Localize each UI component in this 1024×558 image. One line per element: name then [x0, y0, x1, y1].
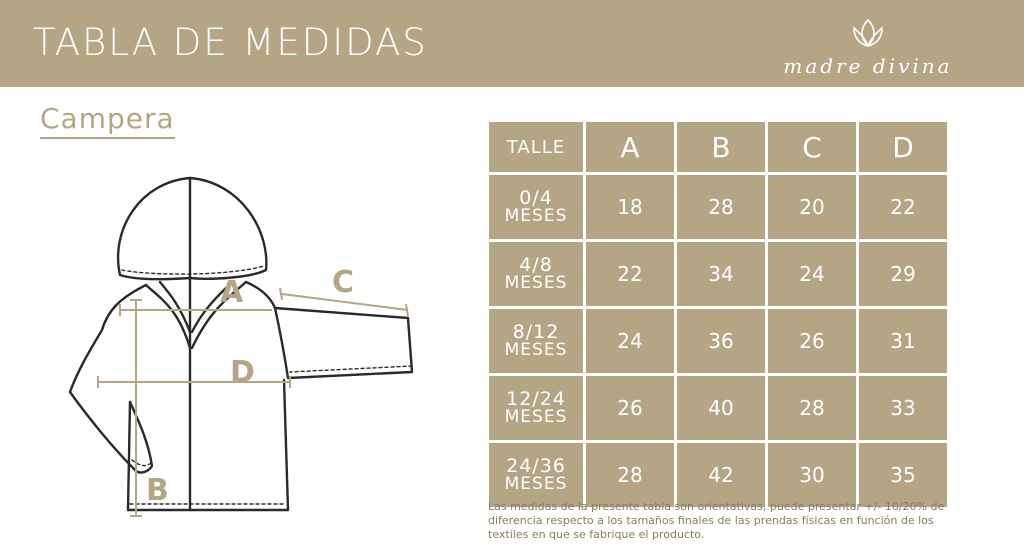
size-range: 24/36 — [506, 455, 566, 477]
column-header: B — [677, 122, 765, 172]
value-cell: 28 — [677, 175, 765, 239]
size-cell — [489, 443, 583, 507]
value-cell: 28 — [768, 376, 856, 440]
value-cell: 30 — [768, 443, 856, 507]
value-cell: 28 — [586, 443, 674, 507]
size-range: 4/8 — [519, 254, 553, 276]
size-table — [486, 119, 950, 510]
value-cell: 22 — [859, 175, 947, 239]
garment-name: Campera — [40, 104, 175, 139]
brand-name: madre divina — [783, 54, 953, 78]
size-cell — [489, 376, 583, 440]
value-cell: 22 — [586, 242, 674, 306]
brand-logo — [768, 14, 978, 80]
column-header: TALLE — [489, 122, 583, 172]
value-cell: 40 — [677, 376, 765, 440]
value-cell: 31 — [859, 309, 947, 373]
column-header: C — [768, 122, 856, 172]
table-row — [489, 175, 947, 239]
size-unit: MESES — [504, 340, 568, 360]
column-header: A — [586, 122, 674, 172]
value-cell: 20 — [768, 175, 856, 239]
size-range: 8/12 — [512, 321, 560, 343]
value-cell: 18 — [586, 175, 674, 239]
size-cell — [489, 175, 583, 239]
dimension-a-label: A — [220, 275, 244, 310]
size-cell — [489, 309, 583, 373]
header-banner — [0, 0, 1024, 87]
table-row — [489, 309, 947, 373]
size-range: 12/24 — [506, 388, 566, 410]
value-cell: 35 — [859, 443, 947, 507]
value-cell: 26 — [768, 309, 856, 373]
value-cell: 29 — [859, 242, 947, 306]
table-row — [489, 242, 947, 306]
value-cell: 26 — [586, 376, 674, 440]
value-cell: 36 — [677, 309, 765, 373]
size-range: 0/4 — [519, 187, 553, 209]
size-unit: MESES — [504, 206, 568, 226]
size-cell — [489, 242, 583, 306]
dimension-d-label: D — [230, 355, 255, 390]
size-unit: MESES — [504, 407, 568, 427]
dimension-c-label: C — [332, 265, 355, 300]
size-unit: MESES — [504, 273, 568, 293]
table-header-row — [489, 122, 947, 172]
value-cell: 34 — [677, 242, 765, 306]
hoodie-drawing — [60, 170, 440, 530]
disclaimer-note: Las medidas de la presente tabla son orientativas, puede presentar +/- 10/20% de diferencia respecto a los tamaños finales de las prendas físicas en función de los textiles en que se fabrique el producto. — [488, 500, 945, 541]
page-title: TABLA DE MEDIDAS — [33, 21, 428, 64]
hoodie-diagram — [60, 170, 440, 530]
table-row — [489, 443, 947, 507]
dimension-b-label: B — [146, 473, 169, 508]
value-cell: 33 — [859, 376, 947, 440]
table-row — [489, 376, 947, 440]
column-header: D — [859, 122, 947, 172]
lotus-icon — [768, 14, 978, 58]
value-cell: 24 — [768, 242, 856, 306]
value-cell: 24 — [586, 309, 674, 373]
size-unit: MESES — [504, 474, 568, 494]
value-cell: 42 — [677, 443, 765, 507]
